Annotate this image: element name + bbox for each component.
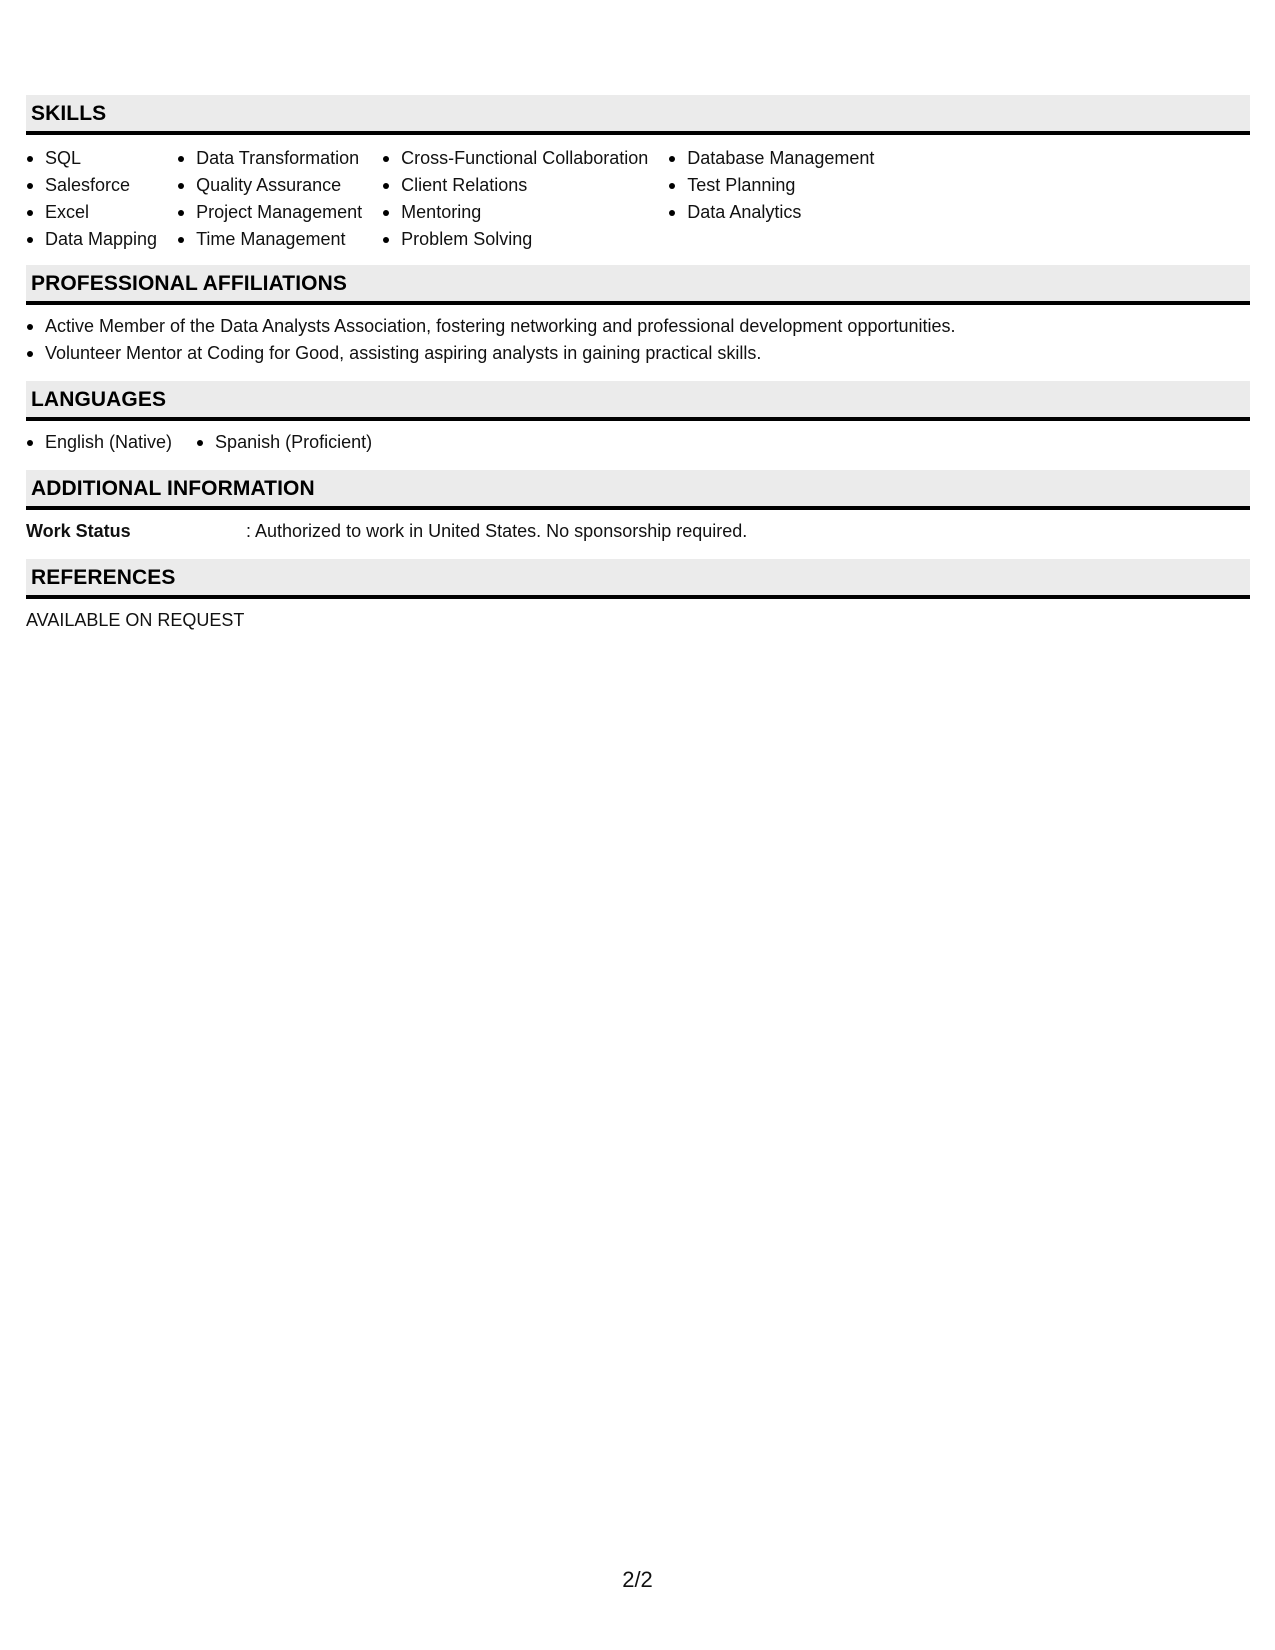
affiliations-list <box>26 305 1250 367</box>
affiliation-item: Volunteer Mentor at Coding for Good, assisting aspiring analysts in gaining practical skills. <box>26 340 1250 367</box>
skill-item: Mentoring <box>382 199 648 226</box>
work-status-row <box>26 510 1250 545</box>
references-text: AVAILABLE ON REQUEST <box>26 610 245 630</box>
skill-item: Data Analytics <box>668 199 874 226</box>
language-item: English (Native) <box>26 429 172 456</box>
skill-item: Data Transformation <box>177 145 362 172</box>
additional-info-heading: ADDITIONAL INFORMATION <box>26 470 1250 510</box>
references-heading: REFERENCES <box>26 559 1250 599</box>
skills-column-1 <box>26 145 157 253</box>
affiliation-item: Active Member of the Data Analysts Association, fostering networking and professional development opportunities. <box>26 313 1250 340</box>
work-status-value: : Authorized to work in United States. No sponsorship required. <box>246 521 748 541</box>
skill-item: Time Management <box>177 226 362 253</box>
skills-column-4 <box>668 145 874 253</box>
skills-column-2 <box>177 145 362 253</box>
skill-item: Excel <box>26 199 157 226</box>
skills-list <box>26 135 1250 253</box>
skills-heading: SKILLS <box>26 95 1250 135</box>
page-number: 2/2 <box>622 1567 653 1592</box>
skill-item: Problem Solving <box>382 226 648 253</box>
skills-column-3 <box>382 145 648 253</box>
languages-list <box>26 421 1250 456</box>
skill-item: Database Management <box>668 145 874 172</box>
skill-item: Test Planning <box>668 172 874 199</box>
skill-item: Project Management <box>177 199 362 226</box>
language-item: Spanish (Proficient) <box>196 429 372 456</box>
resume-page <box>26 95 1250 634</box>
skill-item: Data Mapping <box>26 226 157 253</box>
work-status-label: Work Status <box>26 521 131 541</box>
languages-heading: LANGUAGES <box>26 381 1250 421</box>
skill-item: Client Relations <box>382 172 648 199</box>
skill-item: Quality Assurance <box>177 172 362 199</box>
skill-item: SQL <box>26 145 157 172</box>
skill-item: Salesforce <box>26 172 157 199</box>
affiliations-heading: PROFESSIONAL AFFILIATIONS <box>26 265 1250 305</box>
skill-item: Cross-Functional Collaboration <box>382 145 648 172</box>
